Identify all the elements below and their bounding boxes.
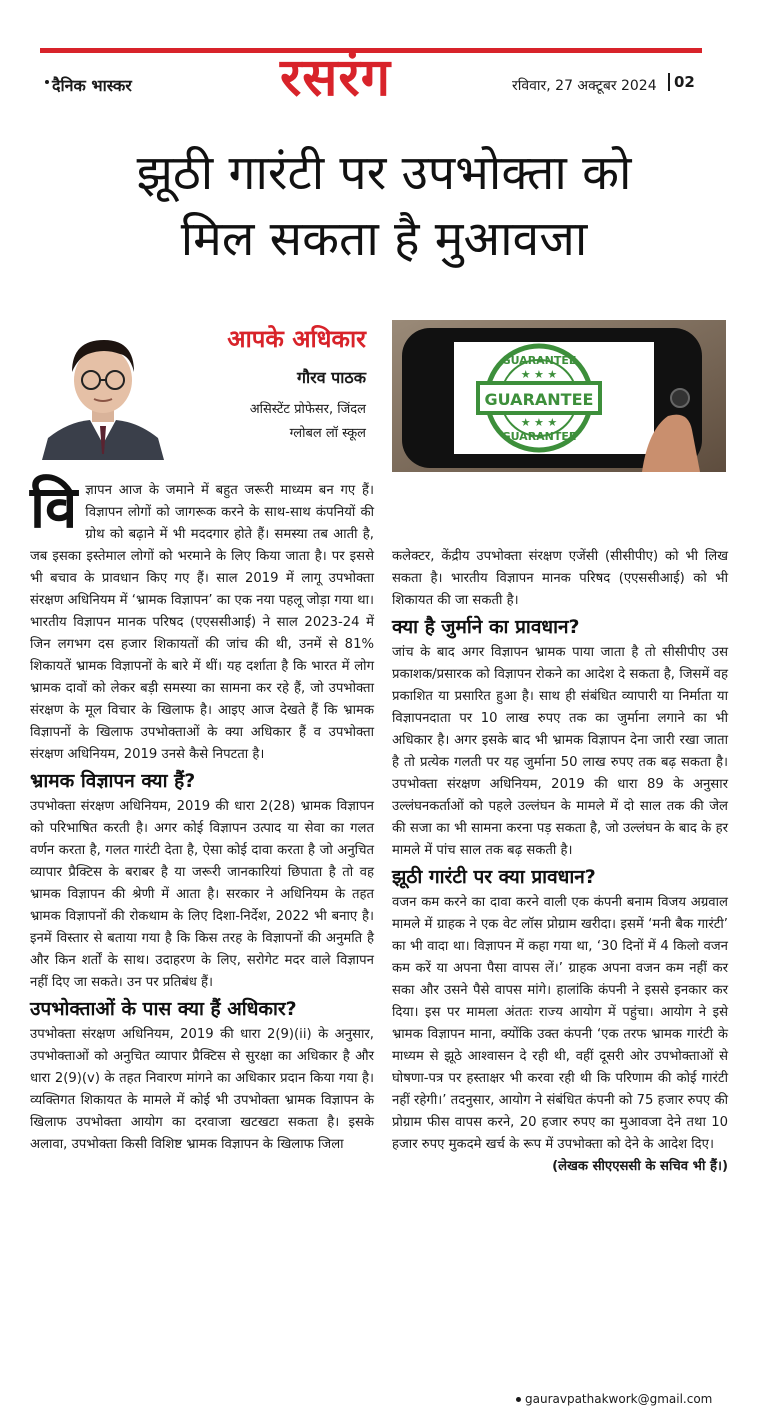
headline bbox=[44, 140, 724, 272]
dateline: रविवार, 27 अक्टूबर 2024 bbox=[512, 78, 657, 94]
stamp-bottom-text: GUARANTEE bbox=[501, 430, 577, 443]
paragraph-penalty: जांच के बाद अगर विज्ञापन भ्रामक पाया जाता है तो सीसीपीए उस प्रकाशक/प्रसारक को विज्ञापन रोकने का आदेश दे सकता है, जिसमें वह प्रकाशित या प्रसारित हुआ है। साथ ही संबंधित व्यापारी या निर्माता या विज्ञापनदाता पर 10 लाख रुपए तक का जुर्माना लगाने का भी अधिकार है। अगर इसके बाद भी भ्रामक विज्ञापन देना जारी रखा जाता है तो प्रत्येक गलती पर यह जुर्माना 50 लाख रुपए तक बढ़ सकता है। उपभोक्ता संरक्षण अधिनियम, 2019 की धारा 89 के अनुसार उल्लंघनकर्ताओं को पहले उल्लंघन के मामले में दो साल तक की जेल की सजा का भी सामना करना पड़ सकता है, जो उल्लंघन के बाद के हर मामले में पांच साल तक बढ़ सकती है। bbox=[392, 645, 728, 858]
email-text: gauravpathakwork@gmail.com bbox=[525, 1392, 713, 1406]
subheading-false-guarantee: झूठी गारंटी पर क्या प्रावधान? bbox=[392, 866, 596, 888]
stamp-top-text: GUARANTEE bbox=[501, 354, 577, 367]
headline-line-2: मिल सकता है मुआवजा bbox=[180, 211, 588, 267]
page-number: 02 bbox=[668, 73, 695, 91]
newspaper-brand: दैनिक भास्कर bbox=[52, 76, 132, 95]
subheading-penalty: क्या है जुर्माने का प्रावधान? bbox=[392, 616, 580, 638]
author-portrait-illustration bbox=[38, 322, 168, 460]
bullet-icon bbox=[516, 1397, 521, 1402]
brand-dot-icon bbox=[45, 80, 49, 84]
paragraph-consumer-rights: उपभोक्ता संरक्षण अधिनियम, 2019 की धारा 2(9)(ii) के अनुसार, उपभोक्ताओं को अनुचित व्यापार प्रैक्टिस से सुरक्षा का अधिकार है और धारा 2(9)(v) के तहत निवारण मांगने का अधिकार प्रदान किया गया है। व्यक्तिगत शिकायत के मामले में कोई भी उपभोक्ता भ्रामक विज्ञापन के खिलाफ उपभोक्ता आयोग का दरवाजा खटखटा सकता है। इसके अलावा, उपभोक्ता किसी विशिष्ट भ्रामक विज्ञापन के खिलाफ जिला bbox=[30, 1027, 374, 1152]
article-right-column bbox=[392, 546, 728, 1178]
stamp-stars-top-icon: ★ ★ ★ bbox=[520, 368, 558, 381]
section-title: रसरंग bbox=[280, 47, 391, 108]
drop-cap: वि bbox=[30, 473, 78, 541]
stamp-center-text: GUARANTEE bbox=[484, 390, 594, 409]
author-email bbox=[516, 1392, 712, 1406]
column-name: आपके अधिकार bbox=[227, 325, 366, 353]
stamp-stars-bottom-icon: ★ ★ ★ bbox=[520, 416, 558, 429]
subheading-misleading-ads: भ्रामक विज्ञापन क्या हैं? bbox=[30, 770, 196, 792]
subheading-consumer-rights: उपभोक्ताओं के पास क्या हैं अधिकार? bbox=[30, 998, 297, 1020]
author-note: (लेखक सीएएससी के सचिव भी हैं।) bbox=[552, 1159, 728, 1174]
author-name: गौरव पाठक bbox=[297, 368, 366, 387]
designation-line-1: असिस्टेंट प्रोफेसर, जिंदल bbox=[249, 402, 366, 417]
paragraph-misleading-ads: उपभोक्ता संरक्षण अधिनियम, 2019 की धारा 2(28) भ्रामक विज्ञापन को परिभाषित करती है। अगर कोई विज्ञापन उत्पाद या सेवा का गलत वर्णन करता है, गलत गारंटी देता है, ऐसा कोई दावा करता है जो अनुचित व्यापार प्रैक्टिस के बराबर है या जरूरी जानकारियां छिपाता है तो वह भ्रामक विज्ञापन की श्रेणी में आता है। सरकार ने अधिनियम के तहत भ्रामक विज्ञापनों की रोकथाम के लिए दिशा-निर्देश, 2022 भी बनाए है। इनमें विस्तार से बताया गया है कि किस तरह के विज्ञापनों की अनुमति है और किन शर्तों के साथ। उदाहरण के लिए, सरोगेट मदर वाले विज्ञापन नहीं दिए जा सकते। उन पर प्रतिबंध हैं। bbox=[30, 799, 374, 990]
headline-line-1: झूठी गारंटी पर उपभोक्ता को bbox=[136, 145, 632, 201]
designation-line-2: ग्लोबल लॉ स्कूल bbox=[289, 426, 366, 441]
paragraph-false-guarantee: वजन कम करने का दावा करने वाली एक कंपनी बनाम विजय अग्रवाल मामले में ग्राहक ने एक वेट लॉस प्रोग्राम खरीदा। इसमें ‘मनी बैक गारंटी’ का भी वादा था। विज्ञापन में कहा गया था, ‘30 दिनों में 4 किलो वजन कम करें या अपना पैसा वापस लें।’ ग्राहक अपना वजन कम नहीं कर सका और उसने पैसे वापस मांगे। हालांकि कंपनी ने इससे इनकार कर दिया। इस पर मामला अंततः राज्य आयोग में पहुंचा। आयोग ने इसे भ्रामक विज्ञापन माना, क्योंकि उक्त कंपनी ‘एक तरफ भ्रामक गारंटी के माध्यम से झूठे आश्वासन दे रही थी, वहीं दूसरी ओर उपभोक्ताओं से घोषणा-पत्र पर हस्ताक्षर भी करवा रही थी कि परिणाम की कोई गारंटी नहीं रहेगी।’ तदनुसार, आयोग ने संबंधित कंपनी को 75 हजार रुपए की प्रोग्राम फीस वापस करने, 20 हजार रुपए का मुआवजा देने तथा 10 हजार रुपए मुकदमे खर्च के रूप में उपभोक्ता को देने के आदेश दिए। bbox=[392, 895, 728, 1152]
phone-guarantee-illustration bbox=[392, 320, 726, 472]
paragraph-complaint-bodies: कलेक्टर, केंद्रीय उपभोक्ता संरक्षण एजेंसी (सीसीपीए) को भी लिख सकता है। भारतीय विज्ञापन मानक परिषद (एएससीआई) को भी शिकायत की जा सकती है। bbox=[392, 549, 728, 608]
author-portrait bbox=[38, 322, 168, 460]
article-left-column bbox=[30, 473, 374, 1156]
guarantee-phone-photo bbox=[392, 320, 726, 472]
author-designation bbox=[168, 398, 366, 446]
intro-text: ज्ञापन आज के जमाने में बहुत जरूरी माध्यम बन गए हैं। विज्ञापन लोगों को जागरूक करने के साथ-साथ कंपनियों की ग्रोथ को बढ़ाने में भी मददगार होते हैं। समस्या तब आती है, जब इसका इस्तेमाल लोगों को भरमाने के लिए किया जाता है। पर इससे भी बचाव के प्रावधान किए गए हैं। साल 2019 में लागू उपभोक्ता संरक्षण अधिनियम में ‘भ्रामक विज्ञापन’ का एक नया पहलू जोड़ा गया था। भारतीय विज्ञापन मानक परिषद (एएससीआई) ने साल 2023-24 में जिन लगभग दस हजार शिकायतों की जांच की थी, उनमें से 81% शिकायतें भ्रामक विज्ञापनों के बारे में थीं। यह दर्शाता है कि भारत में लोग भ्रामक दावों को लेकर बड़ी समस्या का सामना कर रहे हैं, जो उपभोक्ता संरक्षण के मूल विचार के खिलाफ है। आइए आज देखते हैं कि भ्रामक विज्ञापनों के खिलाफ उपभोक्ताओं के क्या अधिकार हैं व उपभोक्ता संरक्षण अधिनियम, 2019 उनसे कैसे निपटता है। bbox=[30, 483, 374, 762]
article-intro bbox=[30, 473, 374, 766]
